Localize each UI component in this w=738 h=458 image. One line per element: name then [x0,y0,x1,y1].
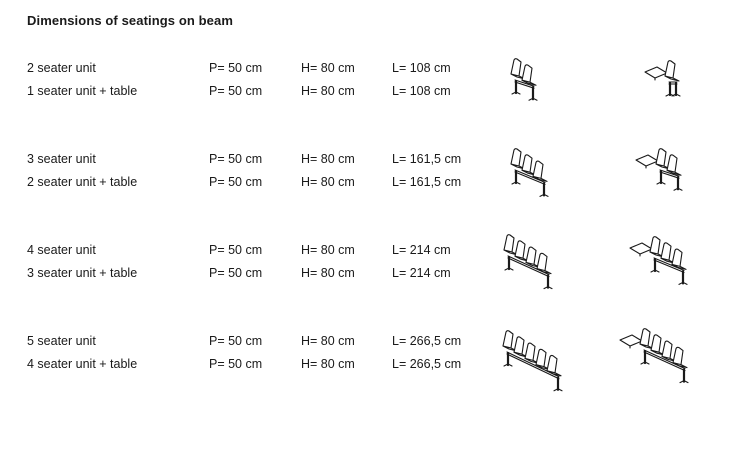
bench-1-seater-table-illustration [645,52,707,104]
depth-value: P= 50 cm [209,84,263,98]
seat-backrest [661,243,671,260]
seat-backrest [537,253,547,270]
depth-value: P= 50 cm [209,266,263,280]
unit-name: 3 seater unit [27,152,96,166]
depth-value: P= 50 cm [209,334,263,348]
unit-name: 5 seater unit [27,334,96,348]
seat-backrest [656,149,666,166]
table-top [645,67,667,78]
seat-backrest [504,235,514,252]
spec-row-3-seater [0,152,738,172]
height-value: H= 80 cm [301,84,355,98]
depth-value: P= 50 cm [209,152,263,166]
seat-backrest [640,329,650,346]
table-top [620,335,642,346]
seat-backrest [526,247,536,264]
height-value: H= 80 cm [301,334,355,348]
unit-name: 1 seater unit + table [27,84,138,98]
spec-row-4-seater [0,243,738,263]
unit-name: 2 seater unit [27,61,96,75]
seat-backrest [511,59,521,76]
length-value: L= 108 cm [392,84,451,98]
spec-row-2-seater-table [0,175,738,195]
seat-backrest [533,161,543,178]
spec-row-1-seater-table [0,84,738,104]
unit-name: 2 seater unit + table [27,175,138,189]
length-value: L= 161,5 cm [392,152,462,166]
seat-backrest [511,149,521,166]
seat-backrest [547,355,557,372]
unit-name: 3 seater unit + table [27,266,138,280]
seat-backrest [662,341,672,358]
length-value: L= 266,5 cm [392,334,462,348]
seat-backrest [522,65,532,82]
seat-backrest [673,347,683,364]
depth-value: P= 50 cm [209,61,263,75]
length-value: L= 161,5 cm [392,175,462,189]
seat-backrest [651,335,661,352]
seat-backrest [514,337,524,354]
length-value: L= 214 cm [392,243,451,257]
length-value: L= 108 cm [392,61,451,75]
length-value: L= 266,5 cm [392,357,462,371]
seat-backrest [650,237,660,254]
bench-2-seater-table-illustration [636,140,710,194]
seat-backrest [515,241,525,258]
page-title: Dimensions of seatings on beam [27,13,233,28]
height-value: H= 80 cm [301,61,355,75]
depth-value: P= 50 cm [209,175,263,189]
seat-backrest [672,249,682,266]
bench-2-seater-illustration [503,50,563,104]
seat-backrest [665,61,675,78]
height-value: H= 80 cm [301,243,355,257]
seat-backrest [525,343,535,360]
bench-3-seater-illustration [503,140,573,200]
seat-backrest [667,155,677,172]
height-value: H= 80 cm [301,357,355,371]
spec-row-3-seater-table [0,266,738,286]
length-value: L= 214 cm [392,266,451,280]
depth-value: P= 50 cm [209,357,263,371]
unit-name: 4 seater unit + table [27,357,138,371]
bench-3-seater-table-illustration [630,228,710,286]
table-top [636,155,658,166]
unit-name: 4 seater unit [27,243,96,257]
seat-backrest [522,155,532,172]
depth-value: P= 50 cm [209,243,263,257]
seat-backrest [503,331,513,348]
height-value: H= 80 cm [301,266,355,280]
height-value: H= 80 cm [301,175,355,189]
bench-4-seater-illustration [496,226,576,296]
bench-5-seater-illustration [495,322,590,398]
seat-backrest [536,349,546,366]
spec-row-2-seater [0,61,738,81]
height-value: H= 80 cm [301,152,355,166]
table-top [630,243,652,254]
bench-4-seater-table-illustration [620,320,720,386]
